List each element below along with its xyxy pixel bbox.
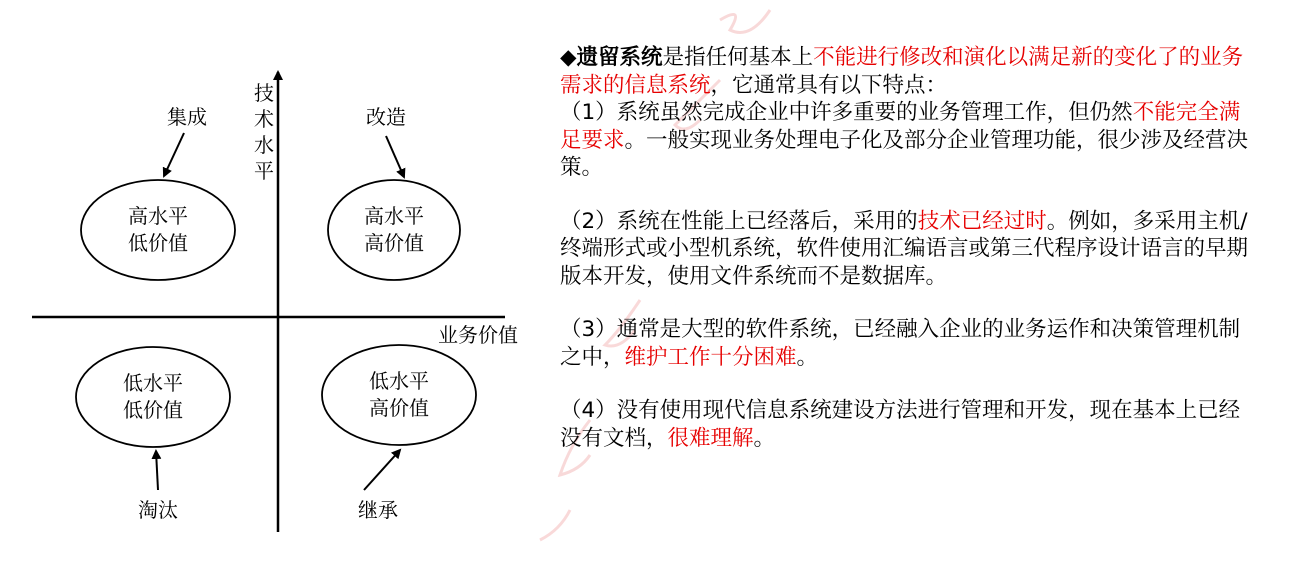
strategy-arrow-modify (386, 136, 404, 177)
strategy-label-inherit: 继承 (358, 498, 398, 522)
item2-paragraph (560, 208, 1260, 291)
quadrant-top-right-ellipse (328, 180, 460, 280)
x-axis-label: 业务价值 (438, 323, 518, 347)
intro-text-2: ，它通常具有以下特点： (710, 72, 948, 98)
quadrant-top-right-line2: 高价值 (364, 231, 424, 255)
item1-text-pre: （1）系统虽然完成企业中许多重要的业务管理工作，但仍然 (560, 100, 1133, 125)
strategy-arrow-inherit (364, 450, 400, 490)
strategy-arrow-eliminate (156, 451, 158, 490)
quadrant-bottom-left-line1: 低水平 (123, 371, 183, 395)
item1-text-post: 。一般实现业务处理电子化及部分企业管理功能，很少涉及经营决策。 (560, 127, 1249, 180)
term-legacy-system: 遗留系统 (576, 45, 663, 70)
quadrant-top-left-line1: 高水平 (128, 204, 188, 228)
strategy-label-modify: 改造 (366, 105, 406, 129)
strategy-label-integrate: 集成 (167, 105, 207, 129)
quadrant-bottom-right-line2: 高价值 (369, 396, 429, 420)
item3-paragraph (560, 316, 1260, 371)
item4-paragraph (560, 397, 1260, 452)
quadrant-bottom-right-ellipse (322, 345, 476, 445)
y-axis-label-char: 术 (254, 107, 274, 131)
legacy-system-description (560, 44, 1260, 478)
intro-paragraph (560, 44, 1260, 182)
y-axis-label-char: 技 (254, 81, 274, 105)
intro-text-1: 是指任何基本上 (662, 45, 814, 70)
quadrant-top-left-line2: 低价值 (128, 231, 188, 255)
strategy-label-eliminate: 淘汰 (138, 498, 178, 522)
bullet: ◆ (560, 45, 577, 70)
item4-text-pre: （4）没有使用现代信息系统建设方法进行管理和开发，现在基本上已经没有文档， (560, 398, 1241, 451)
quadrant-bottom-left-ellipse (76, 347, 230, 447)
quadrant-bottom-left-line2: 低价值 (123, 398, 183, 422)
item3-text-pre: （3）通常是大型的软件系统，已经融入企业的业务运作和决策管理机制之中， (560, 317, 1241, 370)
y-axis-label-char: 水 (254, 133, 274, 157)
item2-text-pre: （2）系统在性能上已经落后，采用的 (560, 208, 918, 234)
item3-highlight: 维护工作十分困难 (624, 344, 797, 370)
y-axis-label-char: 平 (254, 159, 274, 183)
item1-highlight: 不能完全满足要求 (560, 100, 1241, 153)
item4-text-post: 。 (753, 425, 776, 451)
item2-text-post: 。例如，多采用主机/终端形式或小型机系统，软件使用汇编语言或第三代程序设计语言的早期版本开发，使用文件系统而不是数据库。 (560, 208, 1249, 289)
quadrant-top-right-line1: 高水平 (364, 204, 424, 228)
quadrant-diagram (0, 0, 560, 576)
strategy-arrow-integrate (164, 133, 184, 176)
item4-highlight: 很难理解 (667, 425, 754, 451)
quadrant-bottom-right-line1: 低水平 (369, 369, 429, 393)
item2-highlight: 技术已经过时 (917, 208, 1047, 234)
quadrant-top-left-ellipse (81, 180, 235, 280)
item3-text-post: 。 (796, 344, 819, 370)
intro-highlight: 不能进行修改和演化以满足新的变化了的业务需求的信息系统 (560, 45, 1244, 98)
